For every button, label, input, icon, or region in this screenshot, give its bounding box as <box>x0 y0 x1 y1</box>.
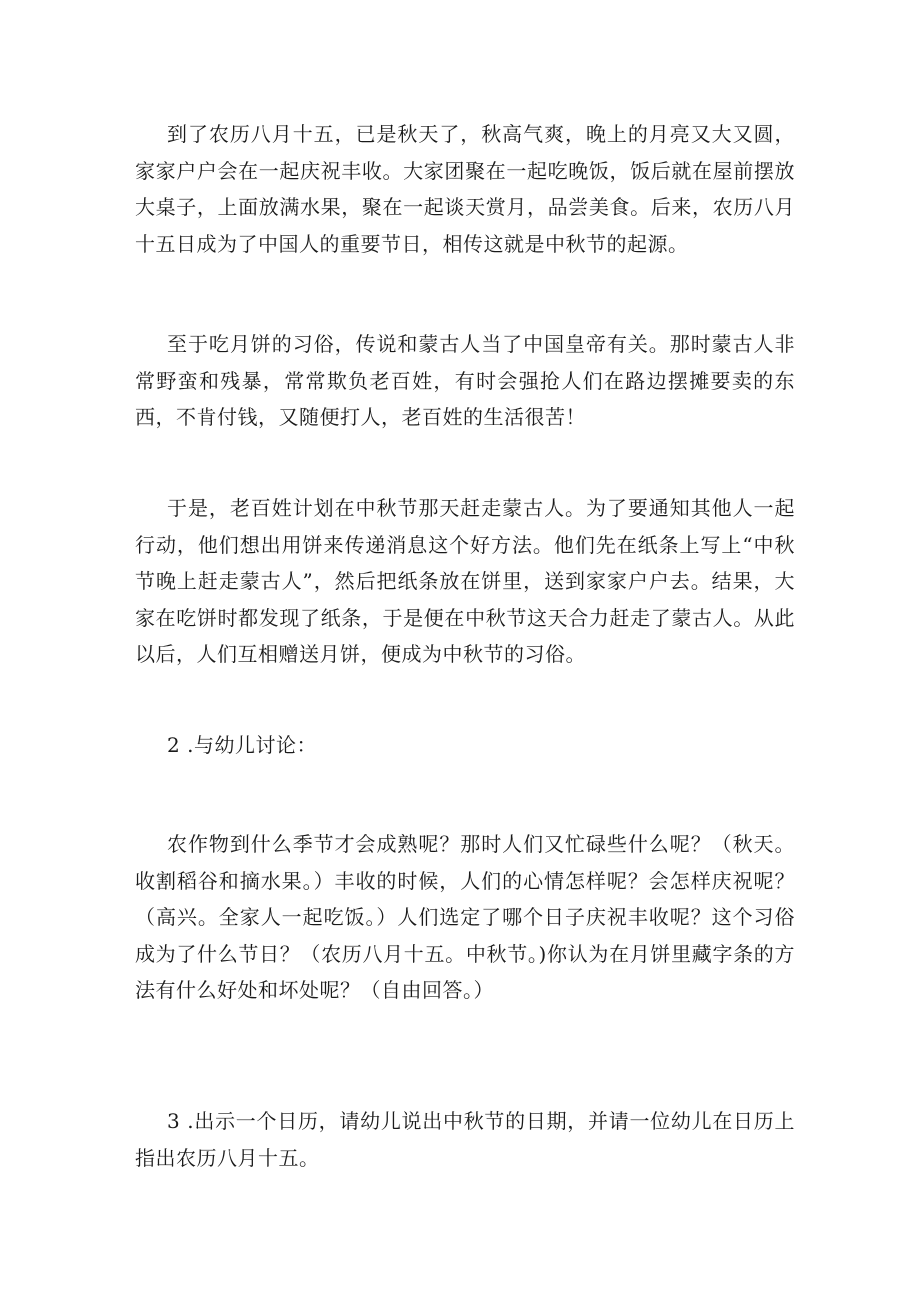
step-3-calendar: 3 .出示一个日历，请幼儿说出中秋节的日期，并请一位幼儿在日历上指出农历八月十五。 <box>135 1109 795 1170</box>
paragraph-mooncake-legend: 至于吃月饼的习俗，传说和蒙古人当了中国皇帝有关。那时蒙古人非常野蛮和残暴，常常欺负老百姓，有时会强抢人们在路边摆摊要卖的东西，不肯付钱，又随便打人，老百姓的生活很苦！ <box>135 332 795 429</box>
paragraph-discussion-questions: 农作物到什么季节才会成熟呢？那时人们又忙碌些什么呢？（秋天。收割稻谷和摘水果。）丰收的时候，人们的心情怎样呢？会怎样庆祝呢？（高兴。全家人一起吃饭。）人们选定了哪个日子庆祝丰收呢？这个习俗成为了什么节日？（农历八月十五。中秋节。)你认为在月饼里藏字条的方法有什么好处和坏处呢？（自由回答。） <box>135 832 795 1002</box>
paragraph-origin-of-mid-autumn: 到了农历八月十五，已是秋天了，秋高气爽，晚上的月亮又大又圆，家家户户会在一起庆祝丰收。大家团聚在一起吃晚饭，饭后就在屋前摆放大桌子，上面放满水果，聚在一起谈天赏月，品尝美食。后来，农历八月十五日成为了中国人的重要节日，相传这就是中秋节的起源。 <box>135 122 795 256</box>
step-2-heading: 2 .与幼儿讨论： <box>167 733 317 757</box>
paragraph-driving-out-mongols: 于是，老百姓计划在中秋节那天赶走蒙古人。为了要通知其他人一起行动，他们想出用饼来传递消息这个好方法。他们先在纸条上写上“中秋节晚上赶走蒙古人”，然后把纸条放在饼里，送到家家户户去。结果，大家在吃饼时都发现了纸条，于是便在中秋节这天合力赶走了蒙古人。从此以后，人们互相赠送月饼，便成为中秋节的习俗。 <box>135 496 795 666</box>
